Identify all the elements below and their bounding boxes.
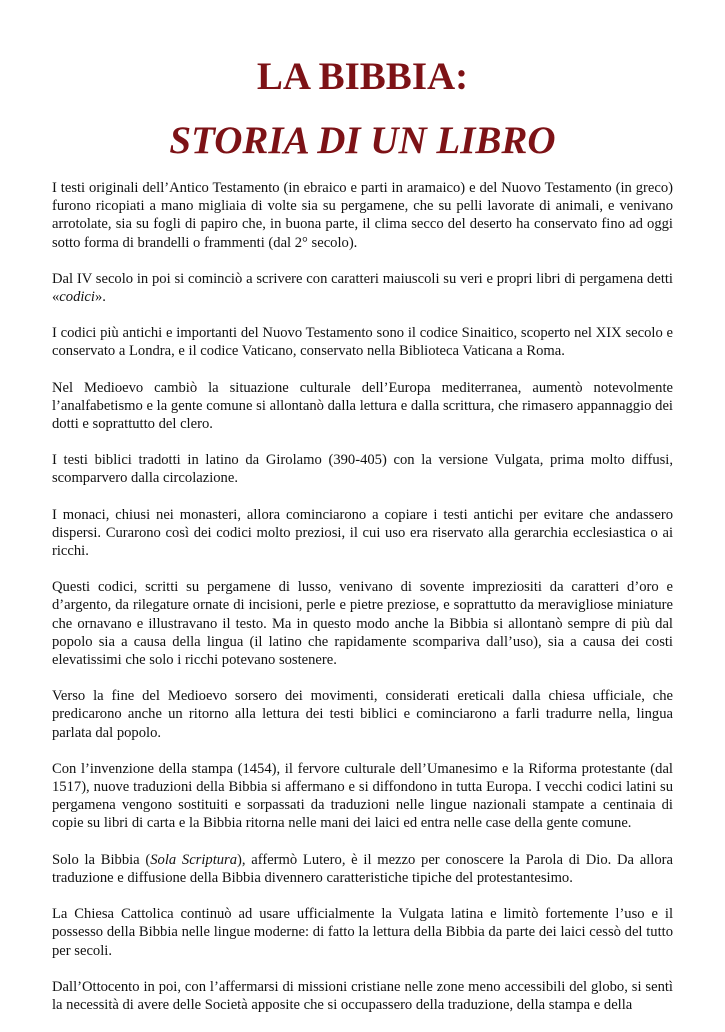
page-title: LA BIBBIA: — [256, 55, 469, 98]
page-subtitle: STORIA DI UN LIBRO — [169, 119, 556, 162]
paragraph-codici-text: Dal IV secolo in poi si cominciò a scrivere con caratteri maiuscoli su veri e propri libri di pergamena detti «codici». — [52, 270, 673, 306]
paragraph-medioevo: Nel Medioevo cambiò la situazione culturale dell’Europa mediterranea, aumentò notevolmente l’analfabetismo e la gente comune si allontanò dalla lettura e dalla scrittura, che rimasero appannaggio dei dotti e soprattutto del clero. — [52, 379, 673, 433]
paragraph-chiesa-cattolica: La Chiesa Cattolica continuò ad usare ufficialmente la Vulgata latina e limitò fortemente l’uso e il possesso della Bibbia nelle lingue moderne: di fatto la lettura della Bibbia da parte dei laici cessò del tutto per secoli. — [52, 906, 673, 959]
paragraph-girolamo: I testi biblici tradotti in latino da Girolamo (390-405) con la versione Vulgata, prima molto diffusi, scomparvero dalla circolazione. — [52, 452, 673, 487]
italic-term: codici — [59, 289, 95, 306]
paragraph-movimenti: Verso la fine del Medioevo sorsero dei movimenti, considerati ereticali dalla chiesa ufficiale, che predicarono anche un ritorno alla lettura dei testi biblici e cominciarono a farli tradurre nella, lingua parlata dal popolo. — [52, 688, 673, 741]
paragraph-lutero: Solo la Bibbia (Sola Scriptura), affermò Lutero, è il mezzo per conoscere la Parola di Dio. Da allora traduzione e diffusione della Bibbia divennero caratteristiche tipiche del protestantesimo. — [52, 851, 673, 886]
italic-term: Sola Scriptura — [150, 851, 238, 868]
paragraph-monaci: I monaci, chiusi nei monasteri, allora cominciarono a copiare i testi antichi per evitare che andassero dispersi. Curarono così dei codici molto preziosi, il cui uso era riservato alla gerarchia ecclesiastica o ai ricchi. — [52, 506, 673, 560]
paragraph-original-texts: I testi originali dell’Antico Testamento (in ebraico e parti in aramaico) e del Nuovo Testamento (in greco) furono ricopiati a mano migliaia di volte sia su pergamene, che su pelli lavorate di animali, e venivano arrotolate, sia su fogli di papiro che, in buona parte, il clima secco del deserto ha conservato fino ad oggi sotto forma di brandelli o frammenti (dal 2° secolo). — [52, 180, 673, 251]
paragraph-oldest-codici: I codici più antichi e importanti del Nuovo Testamento sono il codice Sinaitico, scoperto nel XIX secolo e conservato a Londra, e il codice Vaticano, conservato nella Biblioteca Vaticana a Roma. — [52, 325, 673, 360]
document-body — [52, 179, 673, 1032]
paragraph-stampa: Con l’invenzione della stampa (1454), il fervore culturale dell’Umanesimo e la Riforma protestante (dal 1517), nuove traduzioni della Bibbia si affermano e si diffondono in tutta Europa. I vecchi codici latini su pergamena vengono sostituiti e sorpassati da traduzioni nelle lingue nazionali stampate a centinaia di copie su libri di carta e la Bibbia ritorna nelle mani dei laici ed entra nelle case della gente comune. — [52, 760, 673, 832]
paragraph-ottocento: Dall’Ottocento in poi, con l’affermarsi di missioni cristiane nelle zone meno accessibili del globo, si sentì la necessità di avere delle Società apposite che si occupassero della traduzione, della stampa e della — [52, 978, 673, 1013]
paragraph-codici-lusso: Questi codici, scritti su pergamene di lusso, venivano di sovente impreziositi da caratteri d’oro e d’argento, da rilegature ornate di incisioni, perle e pietre preziose, e soprattutto da meravigliose miniature che ornavano e illustravano il testo. Ma in questo modo anche la Bibbia si allontanò sempre di più dal popolo sia a causa della lingua (il latino che rapidamente scompariva dall’uso), sia a causa dei costi elevatissimi che solo i ricchi potevano sostenere. — [52, 579, 673, 669]
paragraph-codici — [52, 270, 673, 306]
